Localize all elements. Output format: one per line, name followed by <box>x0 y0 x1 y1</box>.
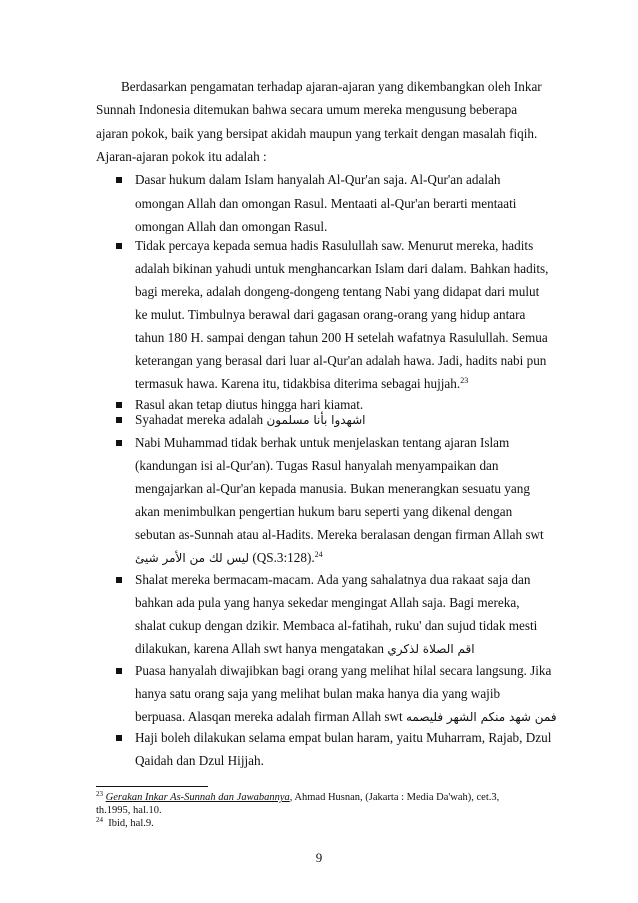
bullet-2-line-3: bagi mereka, adalah dongeng-dongeng tentang Nabi yang didapat dari mulut <box>135 284 540 299</box>
footnote-ref-23[interactable]: 23 <box>460 376 469 385</box>
bullet-marker <box>116 402 122 408</box>
bullet-marker <box>116 243 122 249</box>
intro-line-2: Sunnah Indonesia ditemukan bahwa secara umum mereka mengusung beberapa <box>96 102 518 117</box>
bullet-5-arabic: ليس لك من الأمر شيئ <box>135 551 250 565</box>
footnote-24 <box>96 817 154 830</box>
bullet-marker <box>116 668 122 674</box>
footnote-24-text: Ibid, hal.9. <box>103 818 154 829</box>
footnote-23-number: 23 <box>96 790 103 798</box>
bullet-5-line-6 <box>135 549 323 567</box>
footnote-separator <box>96 786 208 787</box>
bullet-4-arabic: اشهدوا بأنا مسلمون <box>266 413 366 427</box>
bullet-2-last-text: termasuk hawa. Karena itu, tidakbisa diterima sebagai hujjah. <box>135 376 461 391</box>
bullet-7-line-2: hanya satu orang saja yang melihat bulan maka hanya dia yang wajib <box>135 686 501 701</box>
bullet-5-ref: (QS.3:128). <box>252 550 315 565</box>
bullet-2-line-7 <box>135 375 468 393</box>
intro-line-3: ajaran pokok, baik yang bersipat akidah maupun yang terkait dengan masalah fiqih. <box>96 126 538 141</box>
bullet-8-line-1: Haji boleh dilakukan selama empat bulan haram, yaitu Muharram, Rajab, Dzul <box>135 730 552 745</box>
bullet-6-line-3: shalat cukup dengan dzikir. Membaca al-fatihah, ruku' dan sujud tidak mesti <box>135 618 538 633</box>
bullet-2-line-6: keterangan yang berasal dari luar al-Qur'an adalah hawa. Jadi, hadits nabi pun <box>135 353 547 368</box>
intro-line-1: Berdasarkan pengamatan terhadap ajaran-ajaran yang dikembangkan oleh Inkar <box>121 79 542 94</box>
bullet-marker <box>116 417 122 423</box>
bullet-5-line-1: Nabi Muhammad tidak berhak untuk menjelaskan tentang ajaran Islam <box>135 435 510 450</box>
footnote-ref-24[interactable]: 24 <box>314 550 323 559</box>
bullet-5-line-3: mengajarkan al-Qur'an kepada manusia. Bukan menerangkan sesuatu yang <box>135 481 530 496</box>
bullet-6-arabic: اقم الصلاة لذكري <box>387 642 475 656</box>
footnote-23-title: Gerakan Inkar As-Sunnah dan Jawabannya <box>105 792 290 803</box>
bullet-6-line-2: bahkan ada pula yang hanya sekedar mengingat Allah saja. Bagi mereka, <box>135 595 520 610</box>
bullet-1-line-3: omongan Allah dan omongan Rasul. <box>135 219 328 234</box>
bullet-6-line-4 <box>135 640 475 658</box>
bullet-7-line-1: Puasa hanyalah diwajibkan bagi orang yang melihat hilal secara langsung. Jika <box>135 663 552 678</box>
footnote-24-number: 24 <box>96 816 103 824</box>
bullet-marker <box>116 735 122 741</box>
bullet-5-line-4: akan menimbulkan pengertian hukum baru seperti yang dikenal dengan <box>135 504 513 519</box>
footnote-23 <box>96 791 499 804</box>
bullet-5-line-2: (kandungan isi al-Qur'an). Tugas Rasul hanyalah menyampaikan dan <box>135 458 499 473</box>
bullet-2-line-5: tahun 180 H. sampai dengan tahun 200 H setelah wafatnya Rasulullah. Semua <box>135 330 548 345</box>
page-number: 9 <box>315 850 323 865</box>
bullet-2-line-2: adalah bikinan yahudi untuk menghancarkan Islam dari dalam. Bahkan hadits, <box>135 261 549 276</box>
bullet-6-line-1: Shalat mereka bermacam-macam. Ada yang sahalatnya dua rakaat saja dan <box>135 572 531 587</box>
bullet-8-line-2: Qaidah dan Dzul Hijjah. <box>135 753 264 768</box>
bullet-marker <box>116 440 122 446</box>
bullet-3-line-1: Rasul akan tetap diutus hingga hari kiamat. <box>135 397 364 412</box>
bullet-7-last-text: berpuasa. Alasqan mereka adalah firman Allah swt <box>135 709 403 724</box>
footnote-23-details: , Ahmad Husnan, (Jakarta : Media Da'wah), cet.3, <box>289 792 500 803</box>
bullet-4-text: Syahadat mereka adalah <box>135 412 264 427</box>
bullet-marker <box>116 177 122 183</box>
bullet-5-line-5: sebutan as-Sunnah atau al-Hadits. Mereka beralasan dengan firman Allah swt <box>135 527 544 542</box>
bullet-1-line-2: omongan Allah dan omongan Rasul. Mentaati al-Qur'an berarti mentaati <box>135 196 517 211</box>
bullet-2-line-1: Tidak percaya kepada semua hadis Rasulullah saw. Menurut mereka, hadits <box>135 238 534 253</box>
bullet-1-line-1: Dasar hukum dalam Islam hanyalah Al-Qur'an saja. Al-Qur'an adalah <box>135 172 501 187</box>
footnote-23-line-2: th.1995, hal.10. <box>96 805 162 816</box>
bullet-marker <box>116 577 122 583</box>
bullet-7-arabic: فمن شهد منكم الشهر فليصمه <box>405 710 557 724</box>
bullet-4-line-1 <box>135 411 365 429</box>
bullet-6-last-text: dilakukan, karena Allah swt hanya mengatakan <box>135 641 385 656</box>
bullet-2-line-4: ke mulut. Timbulnya berawal dari gagasan orang-orang yang hidup antara <box>135 307 526 322</box>
bullet-7-line-3 <box>135 708 557 726</box>
intro-line-4: Ajaran-ajaran pokok itu adalah : <box>96 149 267 164</box>
